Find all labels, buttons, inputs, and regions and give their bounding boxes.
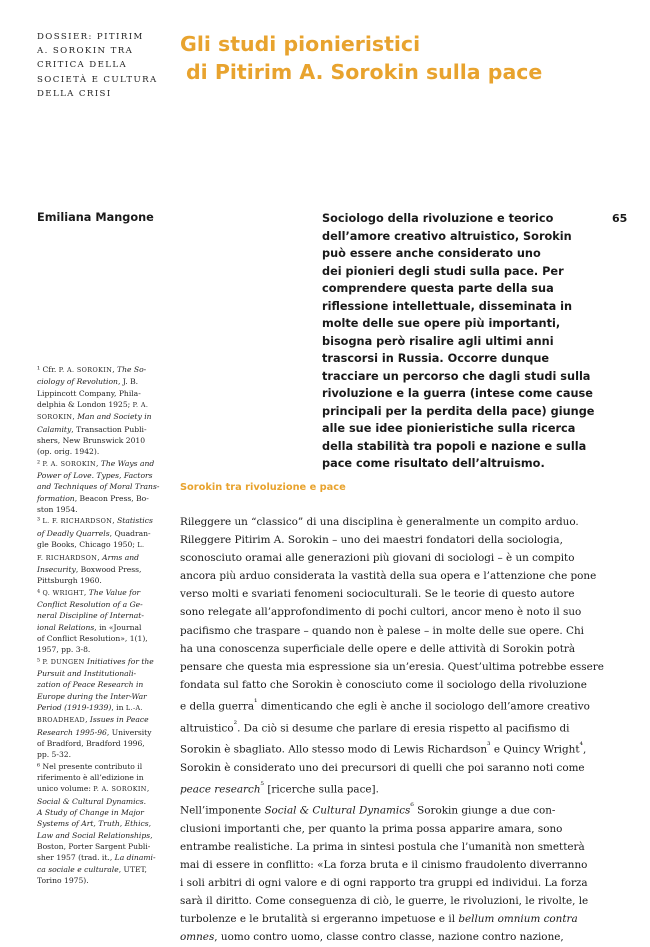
body-line: mai di essere in conflitto: «La forza bruta e il cinismo fraudolento diverranno [180,859,588,872]
footnote-line: delphia & London 1925; P. A. [37,400,149,410]
abstract-line: molte delle sue opere più importanti, [322,317,561,330]
footnote-line: of Conflict Resolution», 1(1), [37,633,148,643]
footnote-line: Insecurity, Boxwood Press, [37,564,142,574]
body-line: omnes, uomo contro uomo, classe contro classe, nazione contro nazione, [180,931,564,944]
body-text [180,513,604,947]
footnote-line: Lippincott Company, Phila- [37,388,141,398]
footnote-2: ² P. A. SOROKIN, The Ways and [37,458,155,468]
abstract [322,210,595,473]
body-line: turbolenze e le brutalità si ergeranno impetuose e il bellum omnium contra [180,913,578,926]
footnote-line: ston 1954. [37,505,78,515]
footnotes [37,364,163,886]
footnote-ref[interactable]: ¹ [254,697,258,708]
abstract-line: principali per la perdita della pace) giunge [322,404,595,418]
title-line-1: Gli studi pionieristici [180,32,421,56]
body-line: i soli arbitri di ogni valore e di ogni rapporto tra gruppi ed individui. La forza [180,877,588,890]
abstract-line: tracciare un percorso che dagli studi sulla [322,369,591,383]
footnote-line: Europe during the Inter-War [37,691,147,701]
footnote-line: ional Relations, in «Journal [37,622,142,632]
body-line: verso molti e svariati fenomeni socioculturali. Se le teorie di questo autore [180,588,575,601]
body-line: sarà il diritto. Come conseguenza di ciò, le guerre, le rivoluzioni, le rivolte, le [180,895,589,908]
footnote-line: Systems of Art, Truth, Ethics, [37,819,152,829]
abstract-line: trascorsi in Russia. Occorre dunque [322,352,550,365]
footnote-line: shers, New Brunswick 2010 [37,436,146,446]
footnote-5: ⁵ P. DUNGEN Initiatives for the [37,656,154,666]
body-line: ancora più arduo considerata la vastità della sua opera e l’attenzione che pone [180,570,597,583]
body-line: Sorokin è considerato uno dei precursori di quelli che poi saranno noti come [180,761,585,774]
abstract-line: pace come risultato dell’altruismo. [322,457,545,470]
footnote-line: Pursuit and Institutionali- [37,668,137,678]
body-line: peace research$^{^5}$ [ricerche sulla pace]. [180,780,379,796]
footnote-line: 1957, pp. 3-8. [37,645,91,655]
footnote-ref[interactable]: ⁵ [260,780,265,791]
footnote-line: F. RICHARDSON, Arms and [37,552,139,562]
footnote-3: ³ L. F. RICHARDSON, Statistics [37,516,153,526]
body-line: e della guerra$^{^1}$ dimenticando che egli è anche il sociologo dell’amore creativo [180,697,590,713]
footnote-line: Calamity, Transaction Publi- [37,424,147,434]
abstract-line: Sociologo della rivoluzione e teorico [322,212,554,225]
abstract-line: bisogna però risalire agli ultimi anni [322,334,554,348]
body-line: Rileggere Pitirim A. Sorokin – uno dei maestri fondatori della sociologia, [180,534,563,547]
footnote-line: pp. 5-32. [37,750,72,760]
body-line: ha una conoscenza superficiale delle opere e delle attività di Sorokin potrà [180,642,576,655]
footnote-line: Torino 1975). [37,876,89,886]
abstract-line: dei pionieri degli studi sulla pace. Per [322,264,564,278]
section-heading: Sorokin tra rivoluzione e pace [180,482,346,493]
footnote-ref[interactable]: ³ [487,741,491,752]
abstract-line: rivoluzione e la guerra (intese come cause [322,387,593,400]
footnote-line: SOROKIN, Man and Society in [37,412,152,422]
body-line: altruistico$^{^2}$. Da ciò si desume che parlare di eresia rispetto al pacifismo di [180,719,570,734]
footnote-ref[interactable]: ⁴ [579,741,583,752]
abstract-line: alle sue idee pionieristiche sulla ricerca [322,422,576,435]
footnote-line: Law and Social Relationships, [37,830,153,840]
dossier-line: CRITICA DELLA [37,60,128,71]
body-line: fondata sul fatto che Sorokin è conosciuto come il sociologo della rivoluzione [180,678,587,691]
footnote-1: ¹ Cfr. P. A. SOROKIN, The So- [37,365,147,374]
footnote-line: Power of Love. Types, Factors [37,471,153,481]
footnote-line: A Study of Change in Major [37,808,144,818]
body-line: Sorokin è sbagliato. Allo stesso modo di Lewis Richardson$^{^3}$ e Quincy Wright$^{^4}$, [180,741,587,756]
body-line: Rileggere un “classico” di una disciplina è generalmente un compito arduo. [180,516,579,528]
dossier-line: SOCIETÀ E CULTURA [37,74,158,85]
dossier-label [37,30,177,101]
footnote-line: ciology of Revolution, J. B. [37,377,139,387]
body-line: pensare che questa mia espressione sia un’eresia. Quest’ultima potrebbe essere [180,660,604,673]
footnote-line: neral Discipline of Internat- [37,611,144,621]
footnote-6: ⁶ Nel presente contributo il [37,761,143,771]
author-name: Emiliana Mangone [37,211,154,224]
dossier-line: A. SOROKIN TRA [37,46,134,57]
body-line: clusioni importanti che, per quanto la prima possa apparire amara, sono [180,822,563,835]
footnote-line: Conflict Resolution of a Ge- [37,599,143,609]
footnote-ref[interactable]: ⁶ [410,802,414,813]
abstract-line: può essere anche considerato uno [322,247,541,260]
dossier-line: DELLA CRISI [37,88,112,99]
abstract-line: comprendere questa parte della sua [322,282,554,295]
footnote-line: and Techniques of Moral Trans- [37,482,160,492]
footnote-line: zation of Peace Research in [37,680,144,690]
body-line: Nell’imponente Social & Cultural Dynamics$^{^6}$ Sorokin giunge a due con- [180,802,556,817]
footnote-line: Period (1919-1939), in L.-A. [37,702,143,712]
dossier-line: DOSSIER: PITIRIM [37,32,144,42]
body-line: sono relegate all’approfondimento di pochi cultori, ancor meno è noto il suo [180,606,582,619]
body-line: entrambe realistiche. La prima in sintesi postula che l’umanità non smetterà [180,840,585,853]
title-line-2: di Pitirim A. Sorokin sulla pace [186,60,543,84]
footnote-line: Boston, Porter Sargent Publi- [37,842,151,852]
footnote-line: riferimento è all’edizione in [37,773,144,783]
footnote-4: ⁴ Q. WRIGHT, The Value for [37,587,141,597]
body-line: pacifismo che traspare – quando non è palese – in molte delle sue opere. Chi [180,624,584,637]
footnote-line: Research 1995-96, University [37,727,152,737]
footnote-line: sher 1957 (trad. it., La dinami- [37,853,156,863]
footnote-ref[interactable]: ² [233,719,238,730]
body-line: sconosciuto oramai alle generazioni più giovani di sociologi – è un compito [180,552,575,565]
abstract-line: riflessione intellettuale, disseminata in [322,299,573,313]
footnote-line: Social & Cultural Dynamics. [37,796,147,806]
footnote-line: Pittsburgh 1960. [37,576,102,586]
footnote-line: gle Books, Chicago 1950; L. [37,540,145,550]
footnote-line: BROADHEAD, Issues in Peace [37,715,149,725]
footnote-line: of Bradford, Bradford 1996, [37,739,145,748]
abstract-line: della stabilità tra popoli e nazione e sulla [322,439,587,453]
footnote-line: ca sociale e culturale, UTET, [37,864,147,874]
footnote-line: of Deadly Quarrels, Quadran- [37,528,151,538]
article-title [180,30,542,86]
abstract-line: dell’amore creativo altruistico, Sorokin [322,229,572,243]
page-number: 65 [612,212,628,225]
footnote-line: formation, Beacon Press, Bo- [37,493,149,503]
footnote-line: unico volume: P. A. SOROKIN, [37,784,150,794]
footnote-line: (op. orig. 1942). [37,447,100,457]
